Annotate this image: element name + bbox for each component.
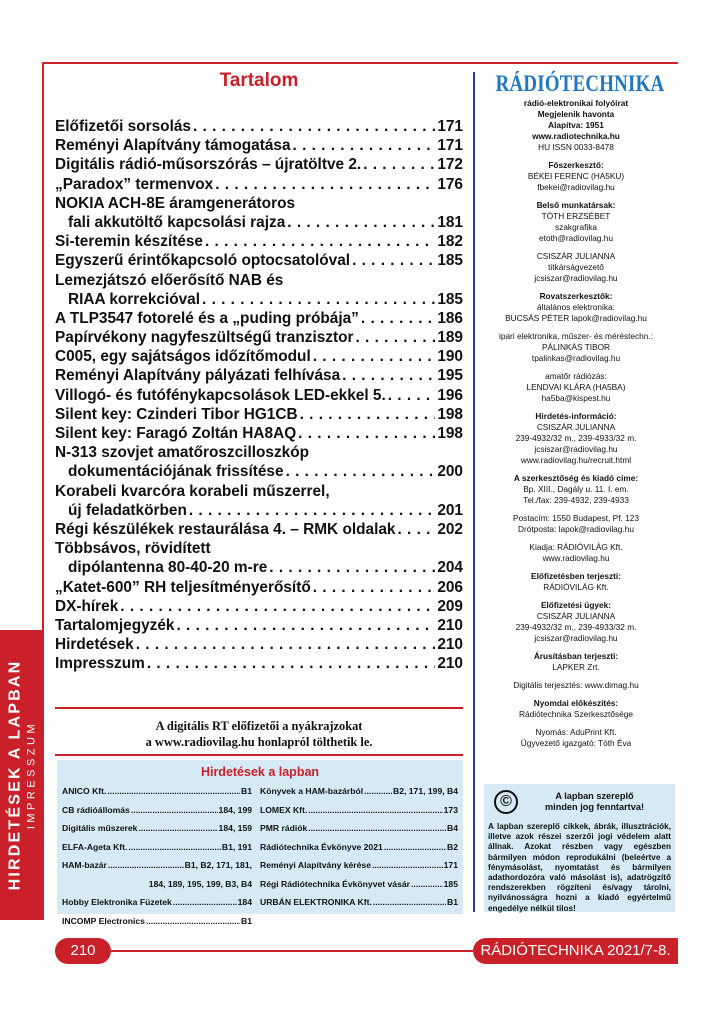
toc-entry-title: Tartalomjegyzék bbox=[55, 616, 175, 634]
toc-leader-dots bbox=[147, 654, 436, 673]
toc-entry-title: Régi készülékek restaurálása 4. – RMK oldalak bbox=[55, 520, 396, 538]
impressum-block bbox=[478, 473, 674, 506]
toc-leader-dots bbox=[202, 290, 435, 309]
advertiser-name: Digitális műszerek bbox=[62, 823, 138, 833]
advertiser-name: URBÁN ELEKTRONIKA Kft. bbox=[260, 897, 372, 907]
advertiser-index bbox=[57, 760, 463, 926]
impressum-block bbox=[478, 160, 674, 193]
impressum-block bbox=[478, 331, 674, 364]
impressum-line: Digitális terjesztés: www.dimag.hu bbox=[513, 680, 639, 690]
toc-entry bbox=[55, 501, 463, 520]
impressum-line: ha5ba@kispest.hu bbox=[541, 393, 611, 403]
impressum-line: www.radiotechnika.hu bbox=[532, 131, 620, 141]
advertiser-name: Régi Rádiótechnika Évkönyvet vásár bbox=[260, 878, 410, 889]
advertiser-entry bbox=[260, 801, 458, 820]
advertiser-index-title: Hirdetések a lapban bbox=[200, 765, 320, 779]
toc-entry bbox=[55, 328, 463, 347]
toc-entry-title: NOKIA ACH-8E áramgenerátoros bbox=[55, 194, 296, 212]
advertiser-column-left bbox=[62, 782, 260, 930]
impressum-line: Nyomás: AduPrint Kft. bbox=[535, 727, 617, 737]
impressum-line: Drótposta: lapok@radiovilag.hu bbox=[518, 524, 634, 534]
impressum-line: Árusításban terjeszti: bbox=[533, 651, 619, 661]
side-tab-sub-label: IMPRESSZUM bbox=[25, 720, 38, 830]
toc-entry-title: dipólantenna 80-40-20 m-re bbox=[68, 559, 268, 577]
advertiser-entry bbox=[62, 801, 252, 820]
impressum-line: szakgrafika bbox=[555, 222, 597, 232]
toc-leader-dots bbox=[120, 597, 435, 616]
impressum-line: általános elektronika: bbox=[537, 302, 615, 312]
toc-entry-page: 171 bbox=[437, 118, 463, 135]
top-red-rule bbox=[42, 62, 678, 64]
copyright-icon: © bbox=[494, 790, 518, 814]
advertiser-leader-dots bbox=[308, 819, 446, 838]
toc-entry bbox=[55, 616, 463, 635]
footer-rule bbox=[111, 950, 473, 952]
toc-entry-page: 198 bbox=[437, 425, 463, 442]
toc-entry-title: Si-teremin készítése bbox=[55, 233, 203, 251]
advertiser-entry bbox=[62, 782, 252, 801]
toc-leader-dots bbox=[193, 117, 435, 136]
toc-entry-page: 189 bbox=[437, 329, 463, 347]
advertiser-name: Rádiótechnika Évkönyve 2021 bbox=[260, 841, 383, 852]
advertiser-leader-dots bbox=[108, 856, 184, 875]
advertiser-leader-dots bbox=[364, 782, 392, 801]
toc-entry bbox=[55, 654, 463, 673]
advertiser-pages: 171 bbox=[443, 860, 458, 870]
impressum-block bbox=[478, 571, 674, 593]
impressum-line: Tel./fax: 239-4932, 239-4933 bbox=[523, 495, 629, 505]
impressum-block bbox=[478, 98, 674, 153]
advertiser-entry bbox=[260, 838, 458, 857]
toc-entry-page: 196 bbox=[437, 386, 463, 404]
column-divider bbox=[473, 72, 475, 912]
advertiser-pages: B4 bbox=[447, 823, 458, 833]
advertiser-pages: 184, 189, 195, 199, B3, B4 bbox=[148, 878, 252, 889]
impressum-line: www.radiovilag.hu/recruit.html bbox=[520, 455, 632, 465]
toc-entry-title: Papírvékony nagyfeszültségű tranzisztor bbox=[55, 329, 354, 347]
impressum-line: titkárságvezető bbox=[548, 262, 604, 272]
toc-entry bbox=[55, 347, 463, 366]
advertiser-entry bbox=[62, 893, 252, 912]
advertiser-entry bbox=[260, 893, 458, 912]
notice-bottom-rule bbox=[55, 754, 463, 756]
toc-entry bbox=[55, 366, 463, 385]
impressum-line: Megjelenik havonta bbox=[537, 109, 615, 119]
impressum-line: Bp. XIII., Dagály u. 11. I. em. bbox=[523, 484, 629, 494]
download-notice bbox=[55, 718, 463, 750]
toc-entry-title: Silent key: Czinderi Tibor HG1CB bbox=[55, 405, 298, 423]
impressum-block bbox=[478, 680, 674, 691]
copyright-title-line-1: A lapban szereplő bbox=[555, 791, 634, 801]
impressum-line: CSISZÁR JULIANNA bbox=[536, 251, 616, 261]
impressum-block bbox=[478, 513, 674, 535]
toc-leader-dots bbox=[363, 155, 435, 174]
impressum-block bbox=[478, 651, 674, 673]
toc-entry bbox=[55, 117, 463, 136]
advertiser-leader-dots bbox=[308, 801, 442, 820]
advertiser-pages: B1 bbox=[241, 915, 252, 926]
advertiser-pages: 184 bbox=[237, 897, 252, 907]
impressum-block bbox=[478, 200, 674, 244]
impressum-line: fbekei@radiovilag.hu bbox=[537, 182, 615, 192]
toc-entry bbox=[55, 155, 463, 174]
impressum-line: jcsiszar@radiovilag.hu bbox=[534, 633, 618, 643]
toc-entry-page: 200 bbox=[437, 463, 463, 481]
impressum-line: Belső munkatársak: bbox=[536, 200, 616, 210]
toc-title: Tartalom bbox=[219, 70, 299, 91]
advertiser-name: Reményi Alapítvány kérése bbox=[260, 860, 371, 870]
advertiser-entry bbox=[62, 856, 252, 875]
impressum-line: A szerkesztőség és kiadó címe: bbox=[513, 473, 639, 483]
toc-entry bbox=[55, 462, 463, 481]
toc-entry-page: 210 bbox=[437, 616, 463, 634]
toc-entry-title: Villogó- és futófénykapcsolások LED-ekkel 5. bbox=[55, 386, 386, 404]
toc-entry-title: A TLP3547 fotorelé és a „puding próbája” bbox=[55, 309, 359, 327]
toc-leader-dots bbox=[176, 616, 435, 635]
advertiser-pages: B2 bbox=[447, 841, 458, 852]
notice-line-1: A digitális RT előfizetői a nyákrajzokat bbox=[155, 719, 363, 733]
toc-entry-page: 201 bbox=[437, 501, 463, 519]
toc-entry bbox=[55, 213, 463, 232]
toc-entry-title: Reményi Alapítvány pályázati felhívása bbox=[55, 367, 341, 385]
toc-leader-dots bbox=[313, 347, 436, 366]
toc-entry-page: 190 bbox=[437, 348, 463, 366]
impressum-line: TÓTH ERZSÉBET bbox=[541, 211, 611, 221]
advertiser-entry bbox=[62, 912, 252, 931]
toc-entry-page: 186 bbox=[437, 309, 463, 327]
toc-entry-title: N-313 szovjet amatőroszcilloszkóp bbox=[55, 444, 310, 462]
advertiser-leader-dots bbox=[128, 838, 220, 857]
advertiser-leader-dots bbox=[131, 801, 218, 820]
toc-entry bbox=[55, 136, 463, 155]
toc-entry-page: 210 bbox=[437, 636, 463, 654]
toc-entry bbox=[55, 539, 463, 558]
advertiser-column-right bbox=[260, 782, 458, 930]
toc-entry bbox=[55, 405, 463, 424]
advertiser-entry bbox=[260, 819, 458, 838]
advertiser-name: INCOMP Electronics bbox=[62, 915, 145, 926]
copyright-title-line-2: minden jog fenntartva! bbox=[544, 802, 645, 812]
toc-entry bbox=[55, 443, 463, 462]
toc-entry-title: dokumentációjának frissítése bbox=[68, 463, 284, 481]
toc-leader-dots bbox=[215, 175, 435, 194]
advertiser-entry bbox=[260, 856, 458, 875]
toc-entry-page: 202 bbox=[437, 520, 463, 538]
advertiser-pages: B1 bbox=[241, 786, 252, 796]
impressum-line: Nyomdai előkészítés: bbox=[533, 698, 619, 708]
toc-entry-title: Impresszum bbox=[55, 655, 145, 673]
advertiser-entry bbox=[62, 875, 252, 894]
advertiser-entry bbox=[260, 875, 458, 894]
toc-leader-dots bbox=[388, 386, 436, 405]
toc-entry bbox=[55, 194, 463, 213]
toc-entry-title: „Katet-600” RH teljesítményerősítő bbox=[55, 578, 311, 596]
advertiser-entry bbox=[62, 838, 252, 857]
toc-leader-dots bbox=[342, 366, 435, 385]
toc-entry-page: 176 bbox=[437, 175, 463, 193]
advertiser-name: HAM-bazár bbox=[62, 860, 107, 870]
toc-bottom-rule bbox=[55, 707, 463, 709]
toc-entry-page: 195 bbox=[437, 367, 463, 385]
toc-entry-page: 206 bbox=[437, 578, 463, 596]
toc-entry-page: 204 bbox=[437, 559, 463, 577]
toc-leader-dots bbox=[189, 501, 435, 520]
impressum-line: Hirdetés-információ: bbox=[535, 411, 617, 421]
impressum-line: Kiadja: RÁDIÓVILÁG Kft. bbox=[529, 542, 623, 552]
advertiser-leader-dots bbox=[173, 893, 237, 912]
impressum-line: jcsiszar@radiovilag.hu bbox=[534, 273, 618, 283]
toc-entry bbox=[55, 251, 463, 270]
toc-entry-title: Korabeli kvarcóra korabeli műszerrel, bbox=[55, 482, 330, 500]
impressum-block bbox=[478, 600, 674, 644]
toc-entry-page: 210 bbox=[437, 655, 463, 673]
advertiser-entry bbox=[260, 782, 458, 801]
toc-entry-title: Digitális rádió-műsorszórás – újratöltve 2. bbox=[55, 156, 362, 174]
toc-leader-dots bbox=[269, 558, 435, 577]
impressum-line: Ügyvezető igazgató: Tóth Éva bbox=[520, 738, 632, 748]
impressum-blocks bbox=[478, 98, 674, 749]
toc-leader-dots bbox=[205, 232, 435, 251]
toc-entry-page: 181 bbox=[437, 213, 463, 231]
advertiser-pages: B1, B2, 171, 181, bbox=[184, 860, 252, 870]
impressum-line: BUCSÁS PÉTER lapok@radiovilag.hu bbox=[505, 313, 647, 323]
toc-entry-page: 172 bbox=[437, 156, 463, 174]
impressum-line: rádió-elektronikai folyóirat bbox=[523, 98, 629, 108]
toc-entry bbox=[55, 424, 463, 443]
toc-entry-title: C005, egy sajátságos időzítőmodul bbox=[55, 348, 311, 366]
advertiser-pages: B1, 191 bbox=[221, 841, 252, 852]
toc-entry bbox=[55, 578, 463, 597]
toc-entry-title: Hirdetések bbox=[55, 636, 134, 654]
advertiser-name: ELFA-Ageta Kft. bbox=[62, 841, 128, 852]
toc-leader-dots bbox=[300, 405, 436, 424]
impressum-block bbox=[478, 251, 674, 284]
advertiser-pages: B1 bbox=[447, 897, 458, 907]
impressum-line: LENDVAI KLÁRA (HA5BA) bbox=[526, 382, 626, 392]
toc-entry bbox=[55, 386, 463, 405]
toc-entry bbox=[55, 309, 463, 328]
toc-leader-dots bbox=[293, 136, 436, 155]
advertiser-name: LOMEX Kft. bbox=[260, 804, 308, 815]
toc-entry bbox=[55, 271, 463, 290]
toc-entry-page: 182 bbox=[437, 233, 463, 251]
magazine-logo: RÁDIÓTECHNIKA bbox=[495, 71, 665, 96]
section-side-tab bbox=[0, 630, 44, 920]
toc-entry-page: 185 bbox=[437, 252, 463, 270]
toc-entry bbox=[55, 290, 463, 309]
toc-leader-dots bbox=[298, 424, 435, 443]
impressum-block bbox=[478, 727, 674, 749]
toc-entry bbox=[55, 597, 463, 616]
toc-entry-title: Reményi Alapítvány támogatása bbox=[55, 137, 291, 155]
impressum-line: Főszerkesztő: bbox=[548, 160, 604, 170]
toc-entry bbox=[55, 635, 463, 654]
toc-entry bbox=[55, 232, 463, 251]
advertiser-pages: B2, 171, 199, B4 bbox=[393, 786, 458, 796]
impressum-block bbox=[478, 698, 674, 720]
toc-entry-title: Lemezjátszó előerősítő NAB és bbox=[55, 271, 284, 289]
impressum-block bbox=[478, 371, 674, 404]
notice-line-2: a www.radiovilag.hu honlapról tölthetik le. bbox=[145, 735, 373, 749]
advertiser-leader-dots bbox=[146, 912, 240, 931]
toc-entry-title: Többsávos, rövidített bbox=[55, 540, 211, 558]
toc-entry-title: Előfizetői sorsolás bbox=[55, 118, 191, 135]
impressum-line: CSISZÁR JULIANNA bbox=[536, 422, 616, 432]
advertiser-leader-dots bbox=[384, 838, 446, 857]
toc-leader-dots bbox=[136, 635, 436, 654]
toc-entry-title: új feladatkörben bbox=[68, 501, 187, 519]
advertiser-leader-dots bbox=[107, 782, 240, 801]
magazine-issue-label: RÁDIÓTECHNIKA 2021/7-8. bbox=[473, 938, 678, 964]
toc-leader-dots bbox=[356, 328, 436, 347]
impressum-line: tpalinkas@radiovilag.hu bbox=[531, 353, 621, 363]
impressum-block bbox=[478, 411, 674, 466]
advertiser-pages: 184, 159 bbox=[218, 823, 252, 833]
advertiser-leader-dots bbox=[138, 819, 217, 838]
toc-entry bbox=[55, 558, 463, 577]
impressum-line: www.radiovilag.hu bbox=[542, 553, 610, 563]
advertiser-name: Hobby Elektronika Füzetek bbox=[62, 897, 172, 907]
impressum-line: Előfizetésben terjeszti: bbox=[531, 571, 621, 581]
impressum bbox=[478, 70, 674, 756]
advertiser-name: Könyvek a HAM-bazárból bbox=[260, 786, 364, 796]
toc-leader-dots bbox=[286, 462, 436, 481]
advertiser-leader-dots bbox=[372, 856, 443, 875]
impressum-line: CSISZÁR JULIANNA bbox=[536, 611, 616, 621]
copyright-text: A lapban szereplő cikkek, ábrák, illusztrációk, illetve azok részei szerzői jogi védelem alatt állnak. Azokat részben vagy egészben bármilyen módon reprodukálni (beleértve a fénymásolást, nyomtatást és bármilyen adathordozóra való másolást is), adatrögzítő rendszerekben rögzíteni és/vagy tárolni, nyilvánosságra hozni a kiadó egyértelmű engedélye nélkül tilos! bbox=[488, 822, 671, 913]
toc-entry-title: „Paradox” termenvox bbox=[55, 175, 214, 193]
toc-leader-dots bbox=[287, 213, 435, 232]
advertiser-leader-dots bbox=[373, 893, 446, 912]
copyright-title bbox=[518, 791, 671, 813]
toc-entry-title: RIAA korrekcióval bbox=[68, 290, 201, 308]
copyright-notice-box bbox=[484, 784, 675, 912]
impressum-line: PÁLINKÁS TIBOR bbox=[541, 342, 611, 352]
impressum-line: 239-4932/32 m., 239-4933/32 m. bbox=[515, 622, 637, 632]
side-tab-main-label: HIRDETÉSEK A LAPBAN bbox=[6, 659, 24, 891]
advertiser-leader-dots bbox=[411, 875, 443, 894]
toc-leader-dots bbox=[397, 520, 435, 539]
toc-leader-dots bbox=[313, 578, 436, 597]
impressum-line: Postacím: 1550 Budapest, Pf. 123 bbox=[513, 513, 639, 523]
advertiser-pages: 185 bbox=[443, 878, 458, 889]
toc-entry-title: Silent key: Faragó Zoltán HA8AQ bbox=[55, 425, 297, 442]
impressum-line: Rovatszerkesztők: bbox=[539, 291, 613, 301]
advertiser-name: CB rádióállomás bbox=[62, 804, 130, 815]
toc-entry-title: Egyszerű érintőkapcsoló optocsatolóval bbox=[55, 252, 351, 270]
page-number: 210 bbox=[55, 938, 111, 964]
impressum-line: jcsiszar@radiovilag.hu bbox=[534, 444, 618, 454]
toc-entry bbox=[55, 175, 463, 194]
toc-entry-page: 185 bbox=[437, 290, 463, 308]
impressum-line: Rádiótechnika Szerkesztősége bbox=[519, 709, 633, 719]
impressum-line: LAPKER Zrt. bbox=[552, 662, 600, 672]
toc-entry bbox=[55, 482, 463, 501]
impressum-line: amatőr rádiózás: bbox=[545, 371, 607, 381]
toc-leader-dots bbox=[361, 309, 435, 328]
toc-leader-dots bbox=[352, 251, 435, 270]
impressum-block bbox=[478, 542, 674, 564]
toc-entry-title: fali akkutöltő kapcsolási rajza bbox=[68, 213, 286, 231]
impressum-line: 239-4932/32 m., 239-4933/32 m. bbox=[515, 433, 637, 443]
advertiser-pages: 173 bbox=[443, 804, 458, 815]
advertiser-name: PMR rádiók bbox=[260, 823, 308, 833]
toc-entry-page: 209 bbox=[437, 597, 463, 615]
advertiser-pages: 184, 199 bbox=[218, 804, 252, 815]
impressum-line: Előfizetési ügyek: bbox=[540, 600, 612, 610]
impressum-line: etoth@radiovilag.hu bbox=[539, 233, 613, 243]
toc-entry-page: 171 bbox=[437, 137, 463, 155]
table-of-contents bbox=[55, 117, 463, 673]
impressum-line: Alapítva: 1951 bbox=[548, 120, 604, 130]
toc-entry-page: 198 bbox=[437, 405, 463, 423]
impressum-line: ipari elektronika, műszer- és méréstechn.: bbox=[498, 331, 653, 341]
advertiser-name: ANICO Kft. bbox=[62, 786, 107, 796]
toc-entry-title: DX-hírek bbox=[55, 597, 119, 615]
impressum-line: HU ISSN 0033-8478 bbox=[538, 142, 614, 152]
impressum-block bbox=[478, 291, 674, 324]
advertiser-entry bbox=[62, 819, 252, 838]
impressum-line: BÉKEI FERENC (HA5KU) bbox=[527, 171, 625, 181]
impressum-line: RÁDIÓVILÁG Kft. bbox=[543, 582, 609, 592]
toc-entry bbox=[55, 520, 463, 539]
